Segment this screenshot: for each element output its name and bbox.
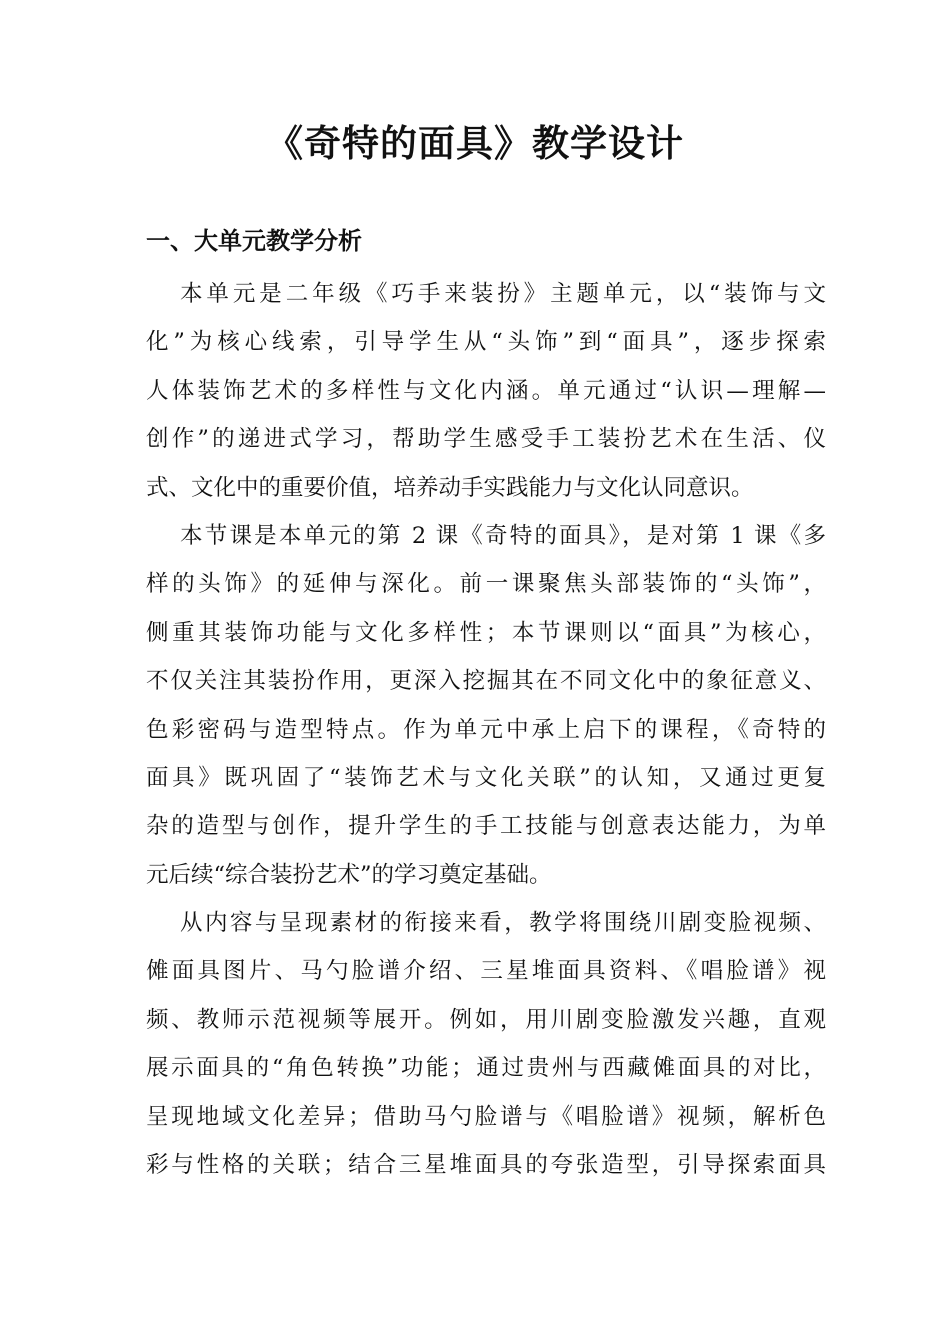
paragraph-line: 人体装饰艺术的多样性与文化内涵。单元通过“认识—理解— [146,377,826,404]
paragraph-line: 从内容与呈现素材的衔接来看，教学将围绕川剧变脸视频、 [180,910,826,936]
paragraph-line: 色彩密码与造型特点。作为单元中承上启下的课程，《奇特的 [146,716,826,743]
paragraph-line: 杂的造型与创作，提升学生的手工技能与创意表达能力，为单 [146,813,826,840]
paragraph-line: 本单元是二年级《巧手来装扮》主题单元，以“装饰与文 [180,281,826,307]
paragraph-line: 面具》既巩固了“装饰艺术与文化关联”的认知，又通过更复 [146,764,826,791]
section-heading: 一、大单元教学分析 [146,226,362,255]
paragraph-line: 元后续“综合装扮艺术”的学习奠定基础。 [146,861,552,888]
paragraph-line: 本节课是本单元的第 2 课《奇特的面具》，是对第 1 课《多 [180,523,826,549]
paragraph-line: 不仅关注其装扮作用，更深入挖掘其在不同文化中的象征意义、 [146,668,826,695]
paragraph-line: 彩与性格的关联；结合三星堆面具的夸张造型，引导探索面具 [146,1151,826,1178]
paragraph-3 [146,899,826,1189]
paragraph-line: 呈现地域文化差异；借助马勺脸谱与《唱脸谱》视频，解析色 [146,1103,826,1130]
document-title: 《奇特的面具》教学设计 [266,121,684,165]
paragraph-line: 侧重其装饰功能与文化多样性；本节课则以“面具”为核心， [146,619,826,646]
paragraph-2 [146,512,826,899]
paragraph-line: 样的头饰》的延伸与深化。前一课聚焦头部装饰的“头饰”， [146,571,826,598]
paragraph-1 [146,270,826,512]
paragraph-line: 式、文化中的重要价值，培养动手实践能力与文化认同意识。 [146,474,754,501]
paragraph-line: 傩面具图片、马勺脸谱介绍、三星堆面具资料、《唱脸谱》视 [146,958,826,985]
paragraph-line: 化”为核心线索，引导学生从“头饰”到“面具”，逐步探索 [146,329,826,356]
paragraph-line: 展示面具的“角色转换”功能；通过贵州与西藏傩面具的对比， [146,1055,826,1082]
paragraph-line: 创作”的递进式学习，帮助学生感受手工装扮艺术在生活、仪 [146,426,826,453]
paragraph-line: 频、教师示范视频等展开。例如，用川剧变脸激发兴趣，直观 [146,1006,826,1033]
